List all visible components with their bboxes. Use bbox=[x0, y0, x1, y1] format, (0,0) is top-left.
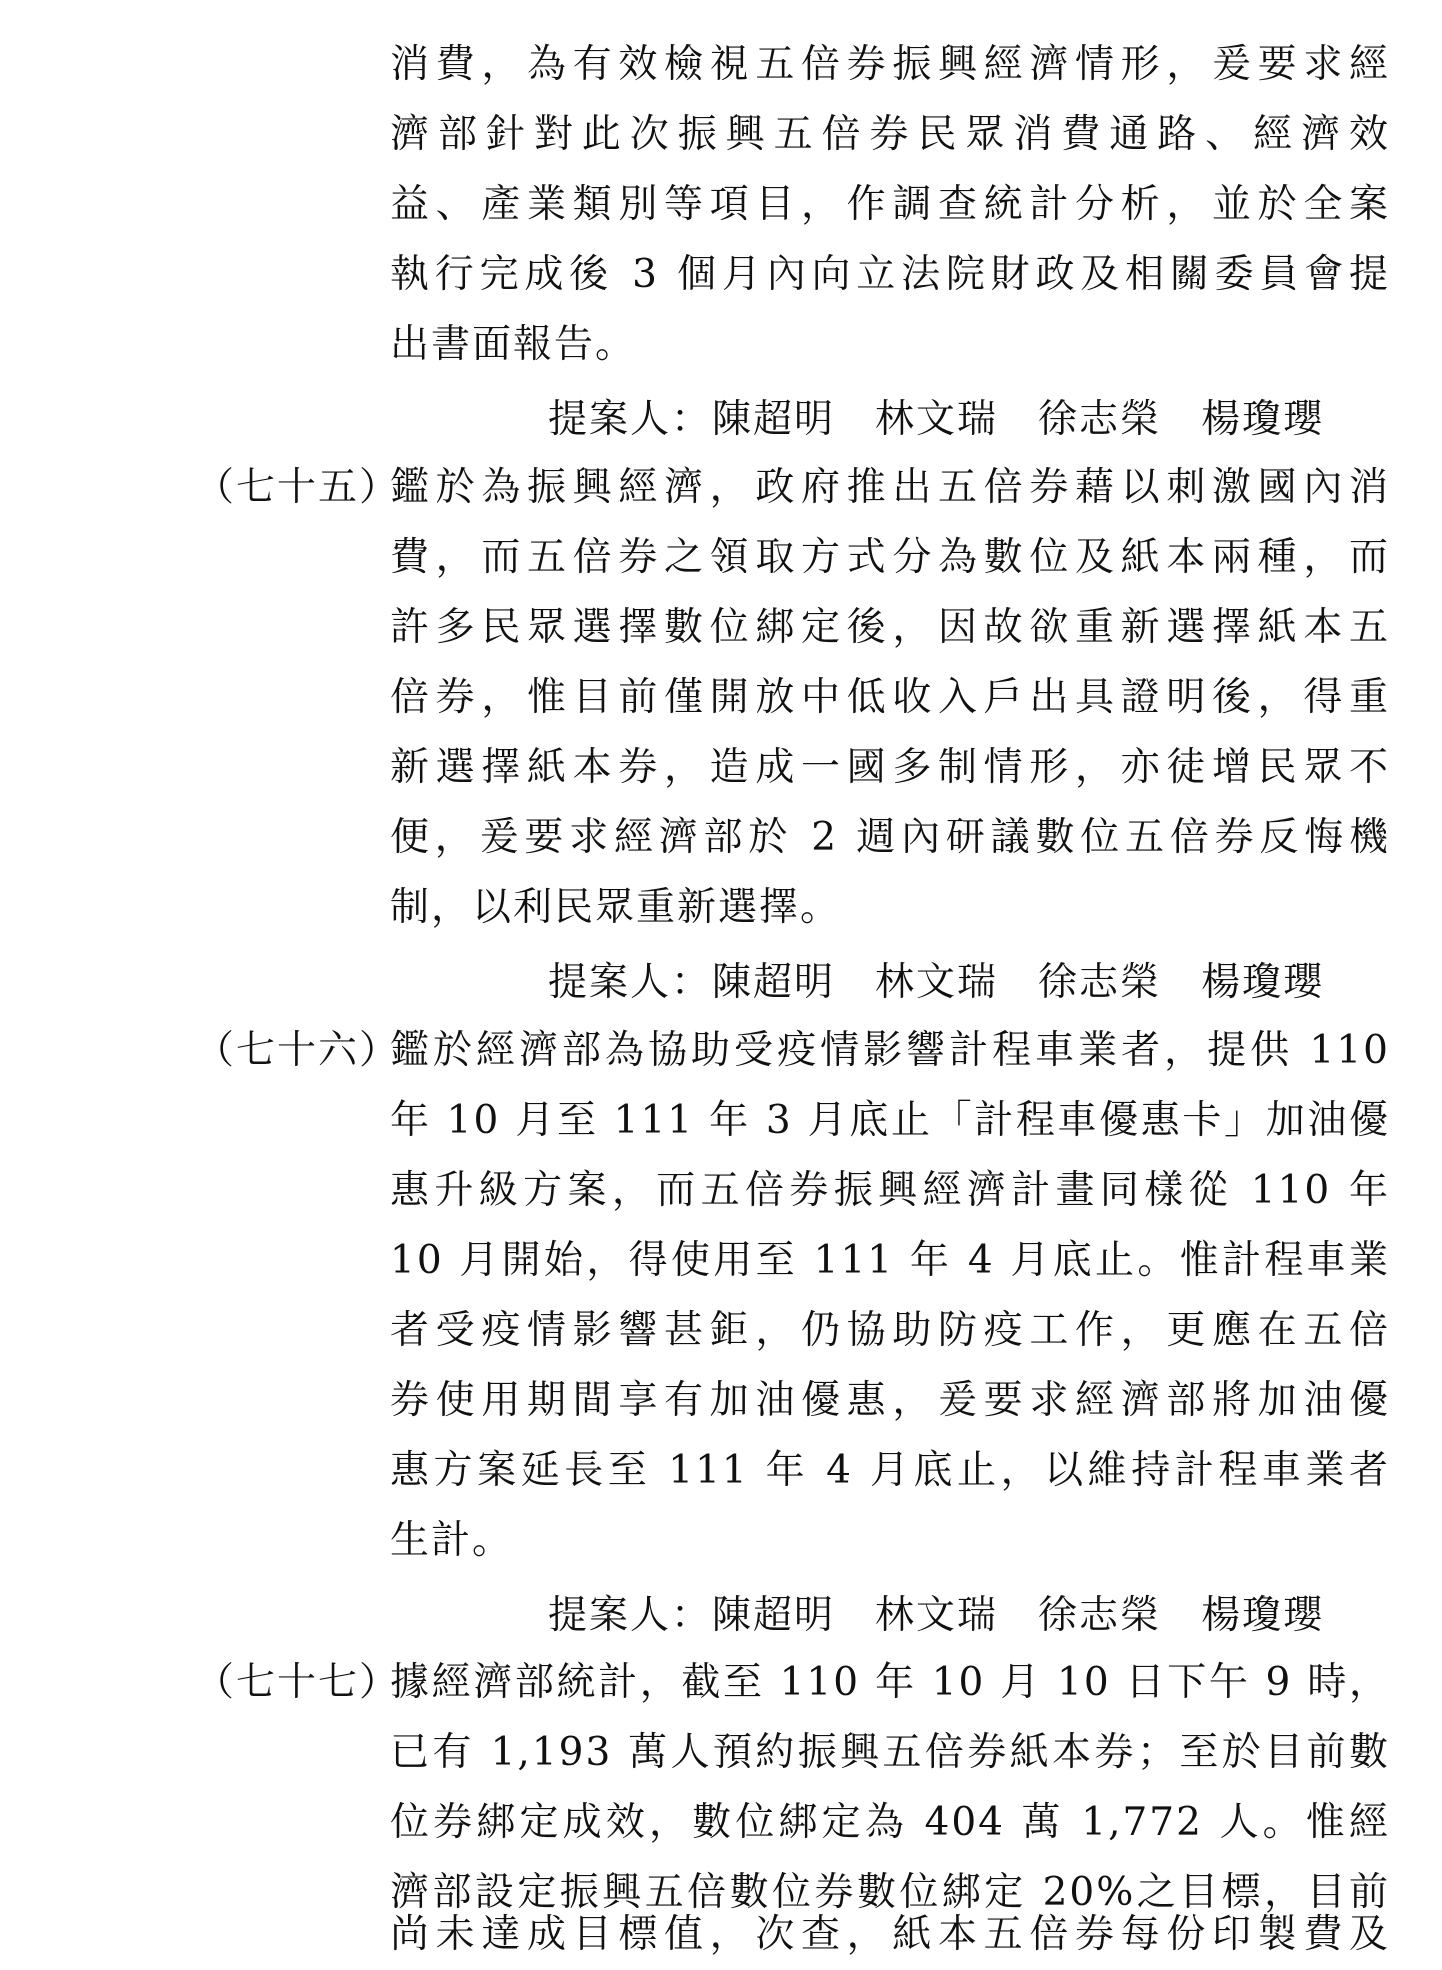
proposer-label: 提案人： bbox=[548, 960, 713, 1005]
paragraph-line: 制，以利民眾重新選擇。 bbox=[390, 885, 842, 930]
paragraph-line: 尚未達成目標值，次查，紙本五倍券每份印製費及 bbox=[390, 1912, 1390, 1957]
proposer-name: 楊瓊瓔 bbox=[1201, 397, 1325, 442]
paragraph-line: 便，爰要求經濟部於 2 週內研議數位五倍券反悔機 bbox=[390, 815, 1390, 860]
paragraph-line: 倍券，惟目前僅開放中低收入戶出具證明後，得重 bbox=[390, 675, 1390, 720]
paragraph-line: 已有 1,193 萬人預約振興五倍券紙本券；至於目前數 bbox=[390, 1730, 1390, 1775]
paragraph-line: 生計。 bbox=[390, 1518, 514, 1563]
paragraph-line: 10 月開始，得使用至 111 年 4 月底止。惟計程車業 bbox=[390, 1238, 1390, 1283]
paragraph-line: 據經濟部統計，截至 110 年 10 月 10 日下午 9 時， bbox=[390, 1660, 1390, 1705]
paragraph-line: 者受疫情影響甚鉅，仍協助防疫工作，更應在五倍 bbox=[390, 1308, 1390, 1353]
paragraph-line: 出書面報告。 bbox=[390, 322, 637, 367]
proposer-line bbox=[548, 385, 1390, 455]
paragraph-line: 執行完成後 3 個月內向立法院財政及相關委員會提 bbox=[390, 252, 1390, 297]
proposer-name: 陳超明 bbox=[712, 397, 836, 442]
paragraph-line: 濟部設定振興五倍數位券數位綁定 20%之目標，目前 bbox=[390, 1870, 1390, 1915]
proposer-line bbox=[548, 1581, 1390, 1651]
item-number: （七十五） bbox=[195, 465, 401, 510]
paragraph-line: 券使用期間享有加油優惠，爰要求經濟部將加油優 bbox=[390, 1378, 1390, 1423]
proposer-name: 陳超明 bbox=[712, 960, 836, 1005]
paragraph-line: 惠方案延長至 111 年 4 月底止，以維持計程車業者 bbox=[390, 1448, 1390, 1493]
proposer-name: 陳超明 bbox=[712, 1593, 836, 1638]
proposer-name: 徐志榮 bbox=[1038, 1593, 1162, 1638]
proposer-label: 提案人： bbox=[548, 1593, 713, 1638]
paragraph-line: 惠升級方案，而五倍券振興經濟計畫同樣從 110 年 bbox=[390, 1168, 1390, 1213]
paragraph-line: 年 10 月至 111 年 3 月底止「計程車優惠卡」加油優 bbox=[390, 1098, 1390, 1143]
proposer-names bbox=[712, 948, 1324, 1018]
paragraph-line: 費，而五倍券之領取方式分為數位及紙本兩種，而 bbox=[390, 535, 1390, 580]
item-number: （七十七） bbox=[195, 1660, 401, 1705]
paragraph-line: 許多民眾選擇數位綁定後，因故欲重新選擇紙本五 bbox=[390, 605, 1390, 650]
proposer-names bbox=[712, 1581, 1324, 1651]
paragraph-line: 益、產業類別等項目，作調查統計分析，並於全案 bbox=[390, 182, 1390, 227]
paragraph-line: 濟部針對此次振興五倍券民眾消費通路、經濟效 bbox=[390, 112, 1390, 157]
item-number: （七十六） bbox=[195, 1028, 401, 1073]
proposer-name: 徐志榮 bbox=[1038, 960, 1162, 1005]
proposer-name: 林文瑞 bbox=[875, 960, 999, 1005]
proposer-label: 提案人： bbox=[548, 397, 713, 442]
paragraph-line: 新選擇紙本券，造成一國多制情形，亦徒增民眾不 bbox=[390, 745, 1390, 790]
paragraph-line: 鑑於為振興經濟，政府推出五倍券藉以刺激國內消 bbox=[390, 465, 1390, 510]
proposer-name: 楊瓊瓔 bbox=[1201, 1593, 1325, 1638]
proposer-name: 林文瑞 bbox=[875, 397, 999, 442]
paragraph-line: 消費，為有效檢視五倍券振興經濟情形，爰要求經 bbox=[390, 42, 1390, 87]
paragraph-line: 位券綁定成效，數位綁定為 404 萬 1,772 人。惟經 bbox=[390, 1800, 1390, 1845]
proposer-name: 徐志榮 bbox=[1038, 397, 1162, 442]
proposer-line bbox=[548, 948, 1390, 1018]
proposer-name: 林文瑞 bbox=[875, 1593, 999, 1638]
proposer-name: 楊瓊瓔 bbox=[1201, 960, 1325, 1005]
paragraph-line: 鑑於經濟部為協助受疫情影響計程車業者，提供 110 bbox=[390, 1028, 1390, 1073]
proposer-names bbox=[712, 385, 1324, 455]
